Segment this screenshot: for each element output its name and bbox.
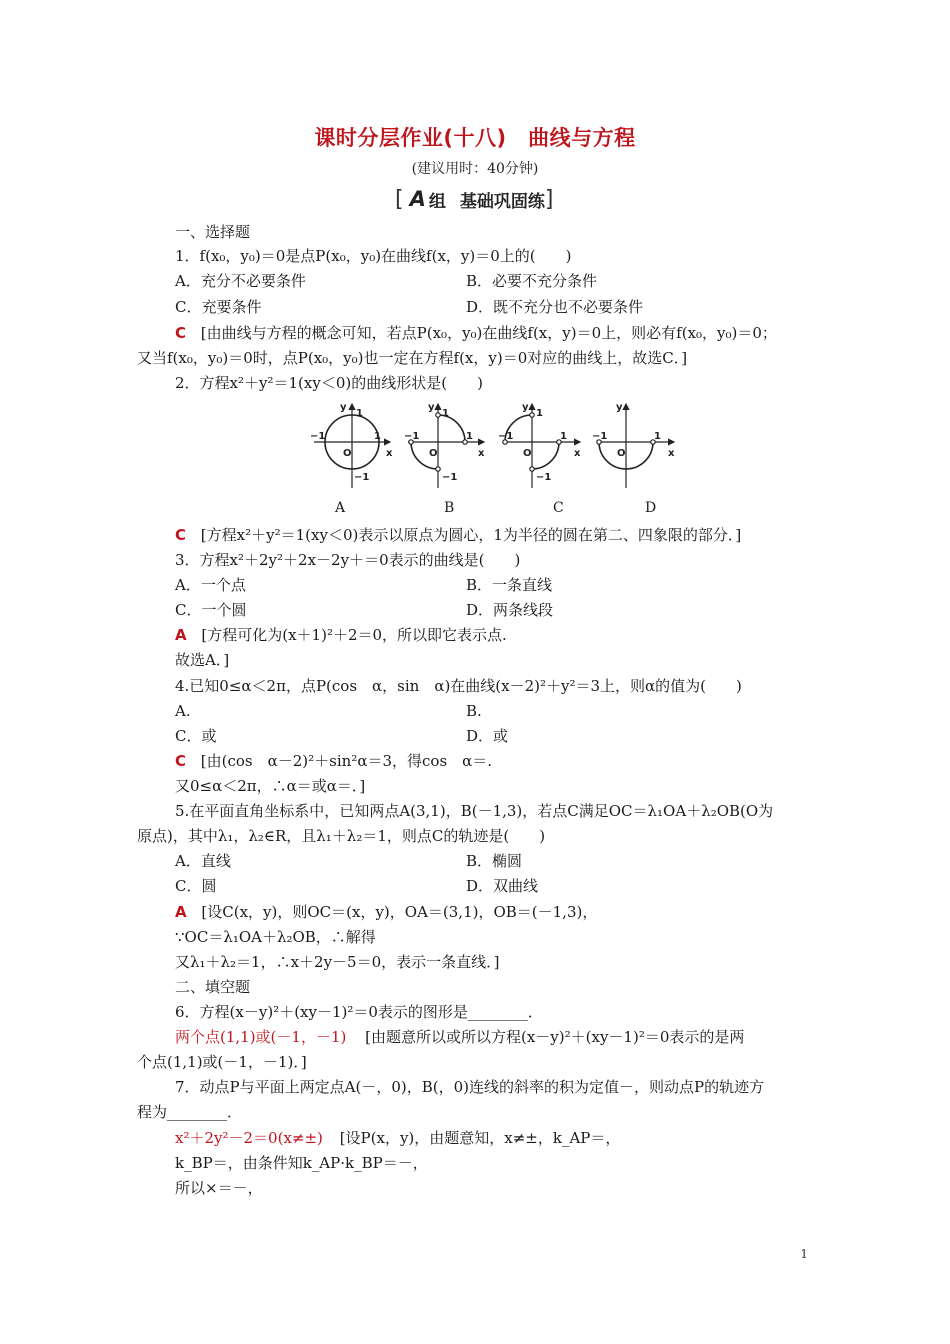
figure-label-c: C [553, 500, 564, 516]
q5-explanation [175, 901, 597, 923]
q1-exp-line1: [由曲线与方程的概念可知，若点P(x₀，y₀)在曲线f(x，y)＝0上，则必有f(x₀，y₀)＝0； [200, 324, 777, 342]
q3-option-b: B．一条直线 [466, 576, 553, 594]
group-name: 基础巩固练 [459, 191, 545, 212]
q7-exp-line2: k_BP＝，由条件知k_AP·k_BP＝－， [175, 1154, 428, 1172]
fig-d-neg-label: −1 [592, 431, 608, 442]
page-number: 1 [800, 1247, 808, 1261]
fig-d-origin-label: O [617, 448, 626, 459]
fig-a-pos-label: 1 [356, 408, 363, 419]
suggested-time: (建议用时：40分钟) [411, 161, 539, 177]
q4-option-a: A. [175, 702, 191, 720]
q3-answer: A [175, 626, 187, 644]
fig-c-pos-x-label: 1 [560, 431, 567, 442]
q4-answer: C [175, 752, 187, 770]
q4-option-d: D．或 [466, 727, 509, 745]
q1-option-d: D．既不充分也不必要条件 [466, 298, 644, 316]
q5-option-d: D．双曲线 [466, 877, 539, 895]
q5-option-c: C．圆 [175, 877, 217, 895]
q6-stem: 6．方程(x－y)²＋(xy－1)²＝0表示的图形是________． [175, 1003, 543, 1021]
fig-b-neg-y-label: −1 [442, 472, 458, 483]
q3-exp-line1: [方程可化为(x＋1)²＋2＝0，所以即它表示点. [201, 626, 507, 644]
q5-exp-line3: 又λ₁＋λ₂＝1，∴x＋2y－5＝0，表示一条直线．] [175, 953, 500, 971]
q4-explanation [175, 750, 492, 772]
q7-exp-line3: 所以×＝－， [175, 1179, 263, 1197]
q4-stem: 4.已知0≤α＜2π，点P(cos α，sin α)在曲线(x－2)²＋y²＝3上，则α的值为( ) [175, 677, 742, 695]
q3-exp-line2: 故选A．] [175, 651, 230, 669]
q4-exp-line2: 又0≤α＜2π，∴α＝或α＝．] [175, 777, 366, 795]
q5-option-a: A．直线 [175, 852, 231, 870]
q1-option-c: C．充要条件 [175, 298, 262, 316]
fig-d-pos-x-label: 1 [654, 431, 661, 442]
fig-b-x-label: x [478, 448, 485, 459]
q4-option-b: B. [466, 702, 482, 720]
q1-explanation [175, 322, 777, 344]
q6-answer: 两个点(1,1)或(－1，－1) [175, 1028, 347, 1046]
fig-b-y-label: y [428, 402, 435, 413]
fig-a-neg-label: −1 [310, 431, 326, 442]
fig-a-origin-label: O [343, 448, 352, 459]
figure-label-b: B [444, 500, 455, 516]
fig-b-pos-label: 1 [442, 408, 449, 419]
left-bracket: [ [395, 186, 404, 212]
q6-explanation [175, 1026, 744, 1048]
q5-exp-line1: [设C(x，y)，则OC＝(x，y)，OA＝(3,1)，OB＝(－1,3)， [201, 903, 598, 921]
group-letter: A [409, 187, 426, 211]
q3-stem: 3．方程x²＋2y²＋2x－2y＋＝0表示的曲线是( ) [175, 551, 521, 569]
figure-d-graph [597, 404, 674, 488]
q4-option-c: C．或 [175, 727, 217, 745]
q3-option-d: D．两条线段 [466, 601, 554, 619]
q7-explanation [175, 1127, 620, 1149]
q2-explanation [175, 524, 741, 546]
fig-d-x-label: x [668, 448, 675, 459]
q1-stem: 1．f(x₀，y₀)＝0是点P(x₀，y₀)在曲线f(x，y)＝0上的( ) [175, 247, 572, 265]
figure-label-a: A [335, 500, 346, 516]
fig-c-origin-label: O [523, 448, 532, 459]
q3-option-a: A．一个点 [175, 576, 246, 594]
section-heading-choice: 一、选择题 [175, 223, 251, 241]
q5-stem-line1: 5.在平面直角坐标系中，已知两点A(3,1)，B(－1,3)，若点C满足OC＝λ₁OA＋λ₂OB(O为 [175, 802, 774, 820]
fig-d-y-label: y [616, 402, 623, 413]
q3-explanation [175, 624, 507, 646]
q2-exp: [方程x²＋y²＝1(xy＜0)表示以原点为圆心，1为半径的圆在第二、四象限的部分．] [200, 526, 742, 544]
fig-b-neg-label: −1 [404, 431, 420, 442]
q5-answer: A [175, 903, 187, 921]
fig-c-y-label: y [522, 402, 529, 413]
q2-figures [308, 398, 684, 494]
page-title: 课时分层作业(十八) 曲线与方程 [314, 126, 636, 150]
fig-c-neg-label: −1 [498, 431, 514, 442]
q4-exp-line1: [由(cos α－2)²＋sin²α＝3，得cos α＝. [200, 752, 493, 770]
figure-a-graph [314, 404, 390, 488]
q7-exp-line1: [设P(x，y)，由题意知，x≠±，k_AP＝， [339, 1129, 621, 1147]
q5-stem-line2: 原点)，其中λ₁，λ₂∈R，且λ₁＋λ₂＝1，则点C的轨迹是( ) [137, 827, 546, 845]
q2-answer: C [175, 526, 187, 544]
fig-a-x-label: x [386, 448, 393, 459]
fig-a-pos-x-label: 1 [374, 431, 381, 442]
q2-stem: 2．方程x²＋y²＝1(xy＜0)的曲线形状是( ) [175, 374, 483, 392]
q7-stem-line2: 程为________． [137, 1103, 243, 1121]
q7-stem-line1: 7．动点P与平面上两定点A(－，0)，B(，0)连线的斜率的积为定值－，则动点P的轨迹方 [175, 1078, 765, 1096]
q1-answer: C [175, 324, 187, 342]
section-heading-fill: 二、填空题 [175, 978, 251, 996]
q1-option-b: B．必要不充分条件 [466, 272, 598, 290]
fig-b-origin-label: O [429, 448, 438, 459]
fig-c-pos-label: 1 [536, 408, 543, 419]
q1-exp-line2: 又当f(x₀，y₀)＝0时，点P(x₀，y₀)也一定在方程f(x，y)＝0对应的曲线上，故选C．] [137, 349, 688, 367]
q5-option-b: B．椭圆 [466, 852, 523, 870]
fig-a-neg-y-label: −1 [354, 472, 370, 483]
q6-exp-line1: [由题意所以或所以方程(x－y)²＋(xy－1)²＝0表示的是两 [365, 1028, 745, 1046]
fig-b-pos-x-label: 1 [466, 431, 473, 442]
group-label: 组 [428, 191, 446, 212]
q5-exp-line2: ∵OC＝λ₁OA＋λ₂OB，∴解得 [175, 928, 376, 946]
fig-c-x-label: x [574, 448, 581, 459]
group-heading [395, 184, 553, 214]
q3-option-c: C．一个圆 [175, 601, 247, 619]
fig-a-y-label: y [340, 402, 347, 413]
q6-exp-line2: 个点(1,1)或(－1，－1)．] [137, 1053, 307, 1071]
fig-c-neg-y-label: −1 [536, 472, 552, 483]
right-bracket: ] [544, 186, 554, 212]
figure-label-d: D [645, 500, 657, 516]
q1-option-a: A．充分不必要条件 [175, 272, 306, 290]
q7-answer: x²＋2y²－2＝0(x≠±) [175, 1129, 323, 1147]
